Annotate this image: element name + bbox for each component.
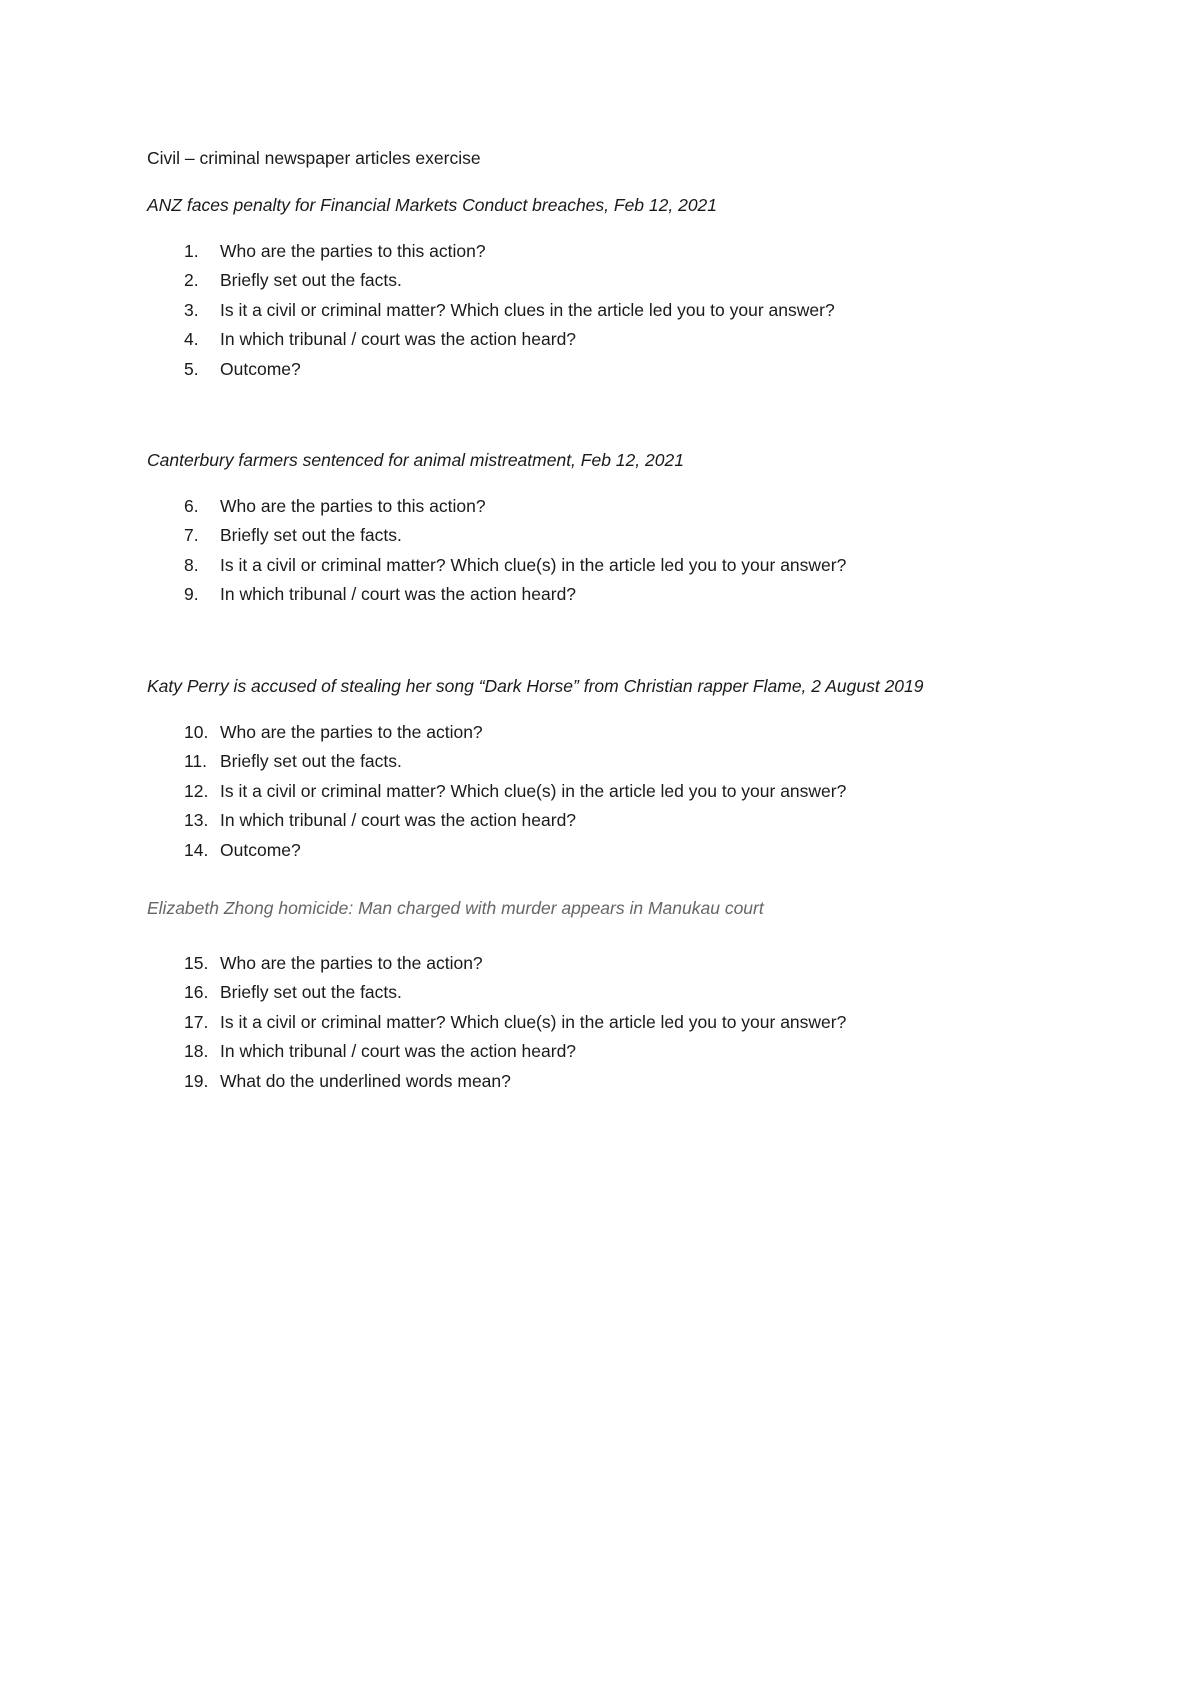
question-number: 7.	[184, 525, 199, 546]
question-number: 6.	[184, 496, 199, 516]
question-number: 18.	[184, 1041, 209, 1062]
question-item	[147, 836, 846, 865]
question-item	[147, 237, 835, 266]
question-item	[147, 777, 846, 806]
question-item	[147, 325, 835, 354]
document-title: Civil – criminal newspaper articles exercise	[147, 148, 481, 168]
question-text: In which tribunal / court was the action heard?	[220, 584, 577, 605]
question-text: Briefly set out the facts.	[220, 525, 402, 546]
question-list-canterbury	[147, 492, 846, 610]
question-number: 12.	[184, 780, 209, 801]
question-text: Is it a civil or criminal matter? Which clue(s) in the article led you to your answer?	[220, 780, 847, 801]
section-heading-katy-perry: Katy Perry is accused of stealing her song “Dark Horse” from Christian rapper Flame, 2 August 2019	[147, 676, 924, 696]
question-text: Who are the parties to the action?	[220, 722, 483, 742]
question-number: 17.	[184, 1011, 209, 1032]
section-heading-elizabeth-zhong: Elizabeth Zhong homicide: Man charged with murder appears in Manukau court	[147, 898, 764, 918]
question-text: In which tribunal / court was the action heard?	[220, 810, 577, 831]
question-number: 19.	[184, 1070, 209, 1091]
question-text: Who are the parties to this action?	[220, 241, 486, 261]
question-item	[147, 492, 846, 521]
question-list-katy-perry	[147, 718, 846, 865]
question-number: 3.	[184, 299, 199, 320]
question-text: In which tribunal / court was the action heard?	[220, 1041, 577, 1062]
question-text: In which tribunal / court was the action heard?	[220, 329, 577, 350]
question-number: 8.	[184, 554, 199, 575]
question-text: Outcome?	[220, 358, 301, 379]
question-item	[147, 1037, 846, 1066]
question-text: Briefly set out the facts.	[220, 751, 402, 772]
question-text: Who are the parties to the action?	[220, 953, 483, 973]
question-item	[147, 266, 835, 295]
question-number: 9.	[184, 584, 199, 605]
question-number: 11.	[184, 751, 208, 772]
question-item	[147, 551, 846, 580]
question-item	[147, 521, 846, 550]
question-number: 1.	[184, 241, 199, 261]
question-text: Who are the parties to this action?	[220, 496, 486, 516]
question-text: Is it a civil or criminal matter? Which clue(s) in the article led you to your answer?	[220, 1011, 847, 1032]
section-heading-canterbury: Canterbury farmers sentenced for animal mistreatment, Feb 12, 2021	[147, 450, 684, 470]
question-number: 5.	[184, 358, 199, 379]
question-item	[147, 580, 846, 609]
question-text: Briefly set out the facts.	[220, 270, 402, 291]
question-number: 10.	[184, 722, 209, 742]
question-item	[147, 718, 846, 747]
question-text: Is it a civil or criminal matter? Which clues in the article led you to your answer?	[220, 299, 835, 320]
question-number: 2.	[184, 270, 199, 291]
question-item	[147, 978, 846, 1007]
question-number: 13.	[184, 810, 209, 831]
question-number: 16.	[184, 982, 209, 1003]
question-text: Outcome?	[220, 839, 301, 860]
question-list-anz	[147, 237, 835, 384]
question-list-elizabeth-zhong	[147, 949, 846, 1096]
question-text: What do the underlined words mean?	[220, 1070, 511, 1091]
question-number: 14.	[184, 839, 209, 860]
question-number: 15.	[184, 953, 209, 973]
question-item	[147, 1067, 846, 1096]
question-item	[147, 296, 835, 325]
section-heading-anz: ANZ faces penalty for Financial Markets Conduct breaches, Feb 12, 2021	[147, 195, 718, 215]
question-number: 4.	[184, 329, 199, 350]
question-item	[147, 806, 846, 835]
question-item	[147, 949, 846, 978]
question-item	[147, 1008, 846, 1037]
question-text: Briefly set out the facts.	[220, 982, 402, 1003]
question-item	[147, 355, 835, 384]
question-text: Is it a civil or criminal matter? Which clue(s) in the article led you to your answer?	[220, 554, 847, 575]
question-item	[147, 747, 846, 776]
